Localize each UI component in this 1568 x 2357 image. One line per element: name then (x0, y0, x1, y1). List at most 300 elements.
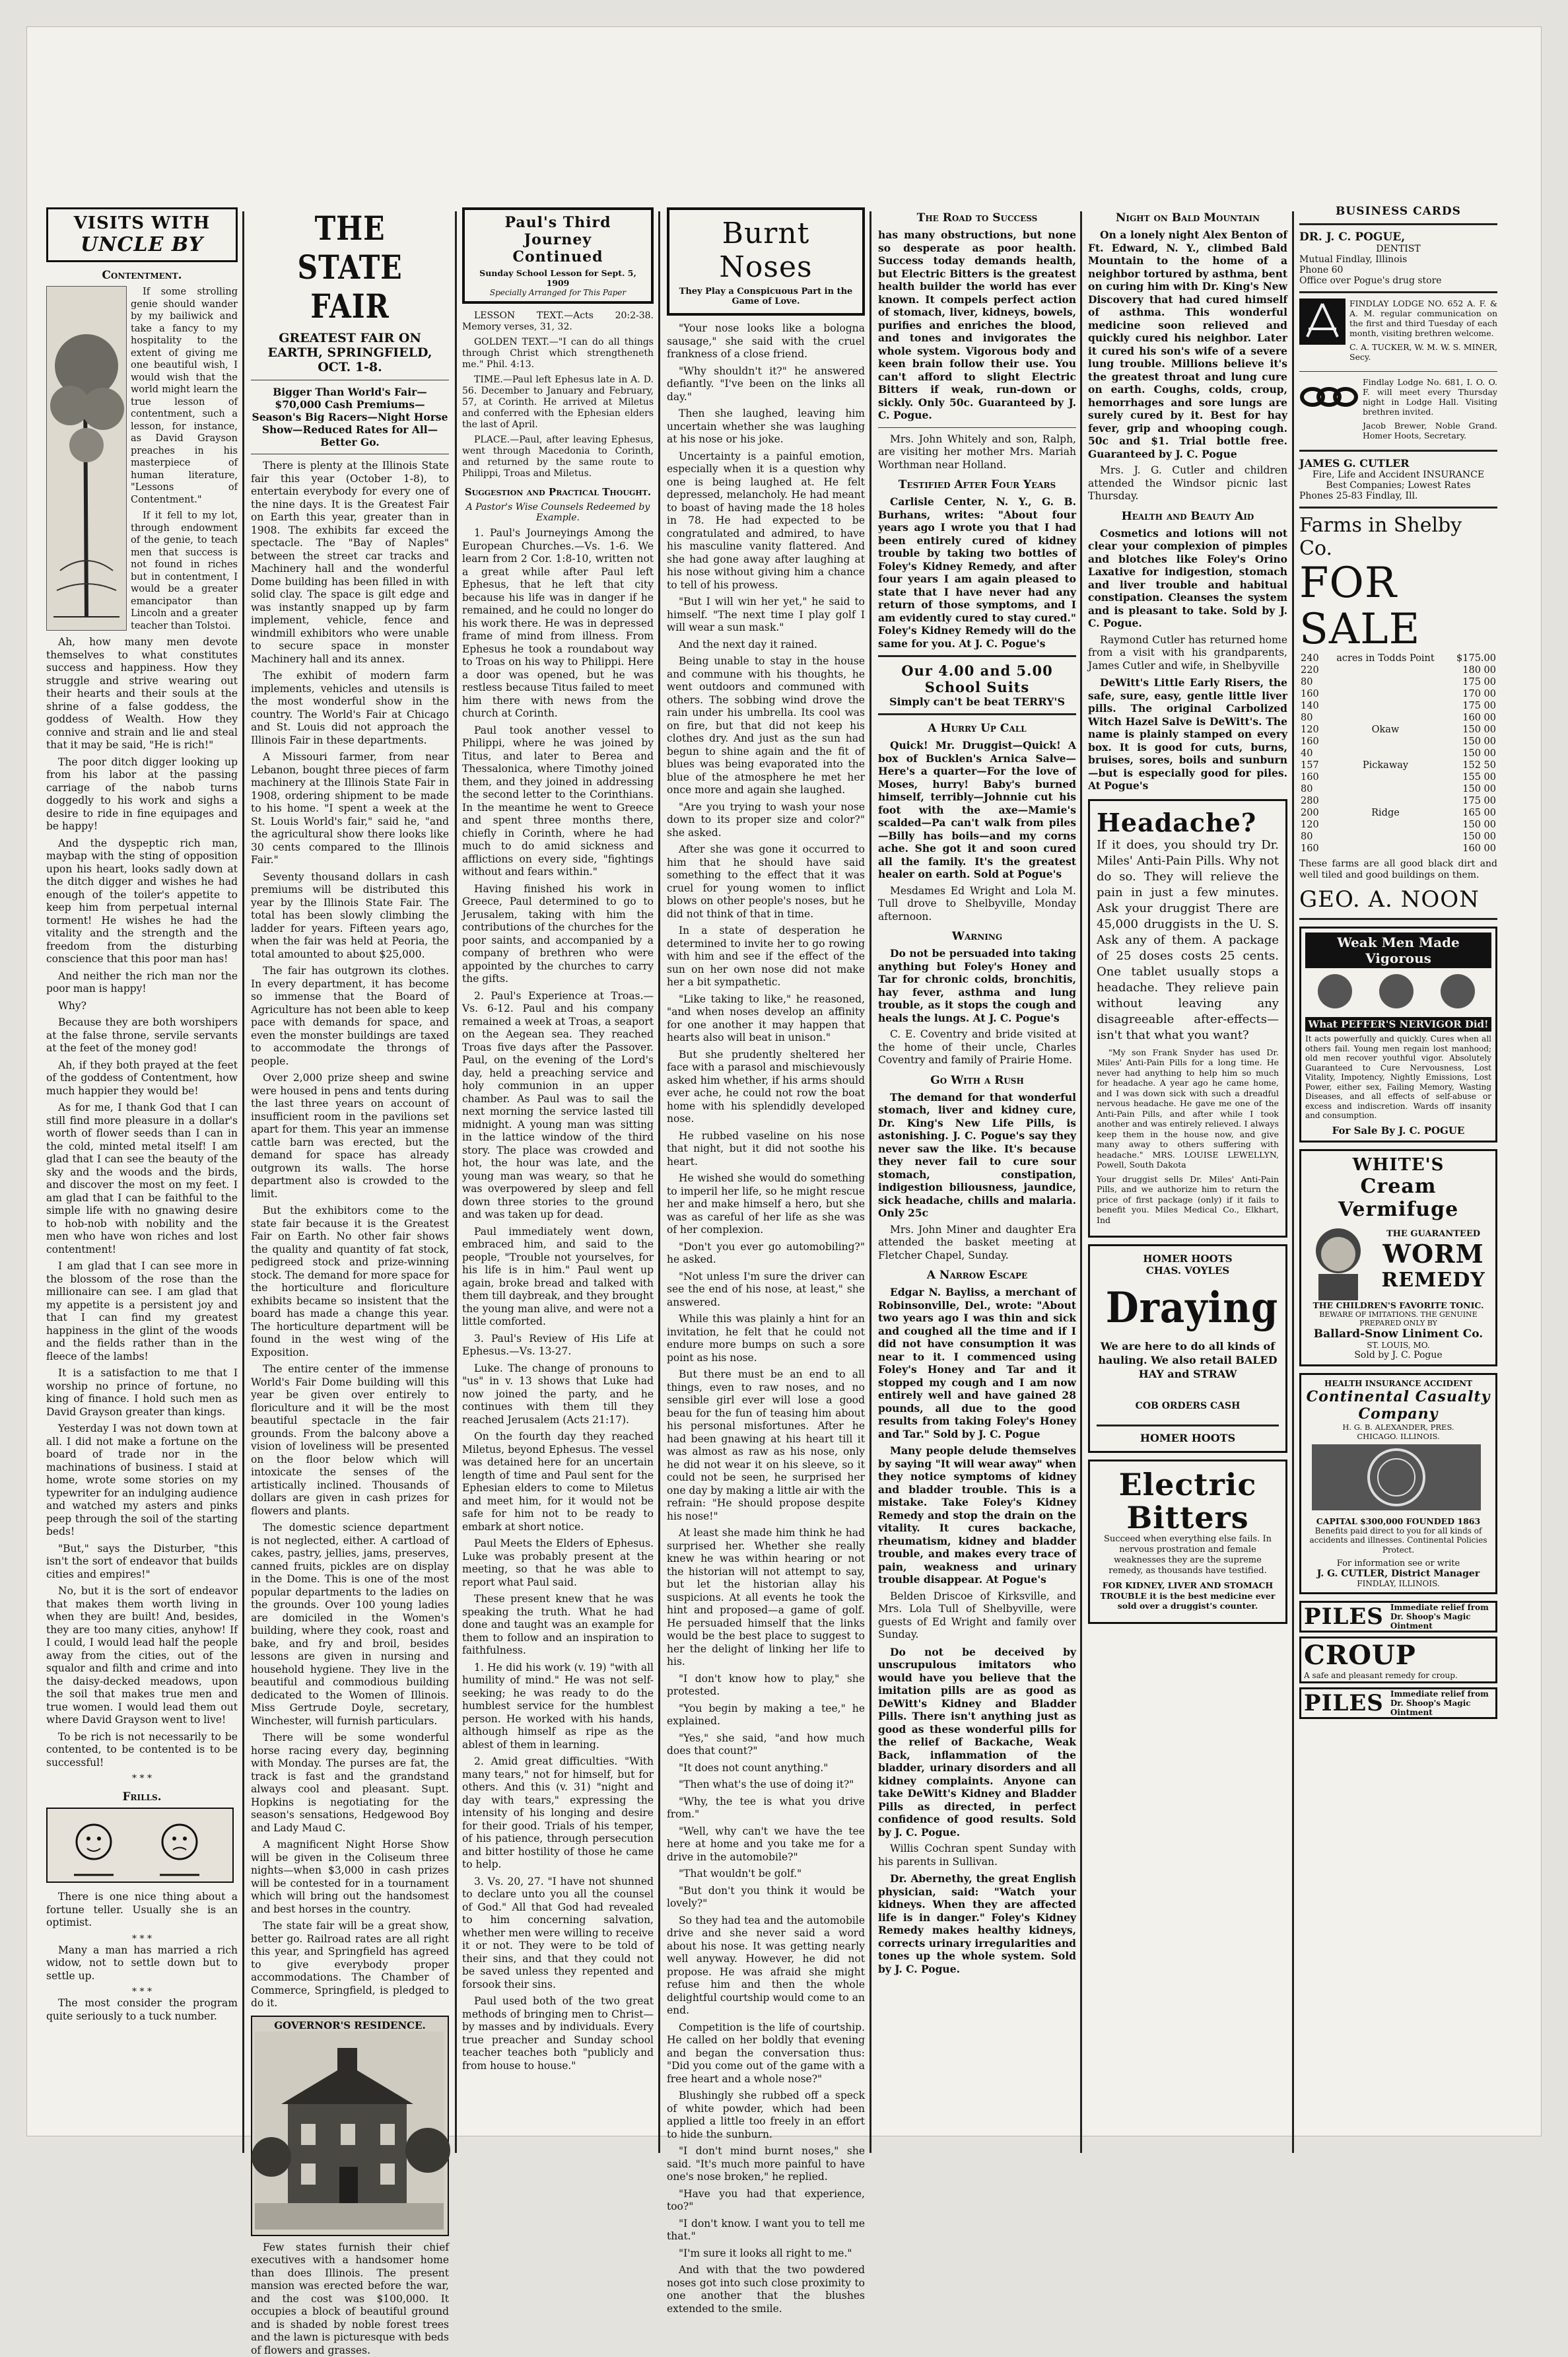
paragraph: If it fell to my lot, through endowment of the genie, to teach men that success is not found in riches but in contentment, I would be a greater emancipator than Lincoln and a greater teacher than Tolstoi. (131, 510, 238, 632)
column-rule (658, 211, 660, 2153)
paragraph: "Why, the tee is what you drive from." (667, 1796, 865, 1821)
paragraph: Do not be deceived by unscrupulous imitators who would have you believe that the imitation pills are as good as DeWitt's Kidney and Bladder Pills. There isn't anything just as good as these wonderful pills for the relief of Backache, Weak Back, inflammation of the bladder, urinary disorders and all kidney complaints. Anyone can take DeWitt's Kidney and Bladder Pills as directed, in perfect confidence of good results. Sold by J. C. Pogue. (878, 1646, 1076, 1839)
farm-desc (1324, 748, 1446, 759)
governors-residence-illustration (251, 2016, 449, 2236)
farm-desc (1324, 783, 1446, 795)
divider (1299, 223, 1497, 225)
lodge-text: FINDLAY LODGE NO. 652 A. F. & A. M. regular communication on the first and third Tuesday of each month, visiting brethren welcome. (1349, 299, 1497, 338)
for-sale-title: FOR SALE (1299, 560, 1497, 652)
farm-row (1299, 807, 1497, 819)
electric-bitters-title-2: Bitters (1097, 1501, 1279, 1534)
farm-acres: 120 (1299, 819, 1324, 831)
farm-price: 175 00 (1447, 795, 1497, 807)
insurance-info: For information see or write (1305, 1559, 1491, 1568)
paragraph: "I don't know how to play," she protested. (667, 1673, 865, 1699)
portraits-illustration (1305, 968, 1487, 1014)
continental-casualty-ad (1299, 1373, 1497, 1595)
burnt-noses-subtitle: They Play a Conspicuous Part in the Game of Love. (676, 287, 856, 306)
farm-desc (1324, 712, 1446, 724)
school-suits-sub: Simply can't be beat TERRY'S (878, 695, 1076, 708)
paragraph: While this was plainly a hint for an invitation, he felt that he could not endure more bumps on such a sore point as his nose. (667, 1313, 865, 1364)
farm-acres: 160 (1299, 736, 1324, 748)
worm-beware: BEWARE OF IMITATIONS. THE GENUINE PREPARED ONLY BY (1305, 1310, 1491, 1327)
paragraph: The state fair will be a great show, better go. Railroad rates are all right this year, and Springfield has agreed to give everybody proper accommodations. The Chamber of Commerce, Springfield, is pledged to do it. (251, 1920, 449, 2010)
uncle-by-masthead (46, 207, 238, 262)
vermifuge-title: Cream Vermifuge (1305, 1175, 1491, 1221)
paragraph: Blushingly she rubbed off a speck of white powder, which had been applied a little too freely in an effort to hide the sunburn. (667, 2090, 865, 2141)
paragraph: On a lonely night Alex Benton of Ft. Edward, N. Y., climbed Bald Mountain to the home of a neighbor tortured by asthma, bent on curing him with Dr. King's New Discovery that had cured himself of asthma. This wonderful medicine soon relieved and quickly cured his neighbor. Later it cured his son's wife of a severe lung trouble. Millions believe it's the greatest throat and lung cure on earth. Coughs, colds, croup, hemorrhages and sore lungs are surely cured by it. Best for hay fever, grip and whooping cough. 50c and $1. Trial bottle free. Guaranteed by J. C. Pogue (1088, 229, 1287, 460)
paragraph: 2. Paul's Experience at Troas.—Vs. 6-12. Paul and his company remained a week at Troas, a seaport on the Aegean sea. They reached Troas five days after the Passover. Paul, on the evening of the Lord's day, held a preaching service and holy communion in an upper chamber. As Paul was to sail the next morning the service lasted till midnight. A young man was sitting in the lattice window of the third story. The place was crowded and hot, the hour was late, and the young man was weary, so that he was overpowered by sleep and fell down three stories to the ground and was taken up for dead. (462, 990, 654, 1222)
paragraph: Edgar N. Bayliss, a merchant of Robinsonville, Del., wrote: "About two years ago I was thin and sick and coughed all the time and if I did not have consumption it was near to it. I commenced using Foley's Honey and Tar and it stopped my cough and I am now entirely well and have gained 28 pounds, all due to the good results from taking Foley's Honey and Tar." Sold by J. C. Pogue (878, 1286, 1076, 1440)
masthead-line-2: UNCLE BY (53, 233, 230, 256)
paragraph: In a state of desperation he determined to invite her to go rowing with him and see if the effect of the sun on her own nose did not make her a bit sympathetic. (667, 925, 865, 989)
farm-desc (1324, 831, 1446, 843)
peffer-text: It acts powerfully and quickly. Cures when all others fail. Young men regain lost manhood; old men recover youthful vigor. Absolutely Guaranteed to Cure Nervousness, Lost Vitality, Impotency, Nightly Emissions, Lost Power, either sex, Failing Memory, Wasting Diseases, and all effects of self-abuse or excess and indiscretion. Wards off insanity and consumption. (1305, 1034, 1491, 1121)
square-compass-icon (1299, 299, 1346, 345)
paragraph: "Are you trying to wash your nose down to its proper size and color?" she asked. (667, 801, 865, 840)
weak-men-title: Weak Men Made Vigorous (1305, 932, 1491, 968)
paragraph: Many people delude themselves by saying "It will wear away" when they notice symptoms of kidney and bladder trouble. This is a mistake. Take Foley's Kidney Remedy and stop the drain on the vitality. It cures backache, rheumatism, kidney and bladder trouble, and makes every trace of pain, weakness and urinary trouble disappear. At Pogue's (878, 1444, 1076, 1586)
headache-ad (1088, 799, 1287, 1238)
column-rule (455, 211, 457, 2153)
paragraph: 2. Amid great difficulties. "With many tears," not for himself, but for others. And this (v. 31) "night and day with tears," expressing the intensity of his longing and desire for their good. Trials of his temper, of his patience, through persecution and bitter hostility of those he came to help. (462, 1755, 654, 1872)
farm-acres: 280 (1299, 795, 1324, 807)
divider (1299, 371, 1497, 372)
divider (1299, 291, 1497, 293)
section-heading: Suggestion and Practical Thought. (462, 486, 654, 498)
item-title: Warning (878, 930, 1076, 943)
state-fair-deck: Bigger Than World's Fair—$70,000 Cash Premiums—Season's Big Racers—Night Horse Show—Reduced Rates for All—Better Go. (251, 386, 449, 448)
paragraph: Paul took another vessel to Philippi, where he was joined by Titus, and later to Berea and Thessalonica, where Timothy joined them, and they joined in addressing the second letter to the Corinthians. In the meantime he went to Greece and spent three months there, chiefly in Corinth, where he had much to do amid sickness and afflictions on every side, "fightings without and fears within." (462, 724, 654, 879)
paragraph: "Your nose looks like a bologna sausage," she said with the cruel frankness of a close friend. (667, 322, 865, 361)
peffer-title: What PEFFER'S NERVIGOR Did! (1305, 1017, 1491, 1032)
farm-price: 160 00 (1447, 843, 1497, 855)
frill-item: The most consider the program quite seriously to a tuck number. (46, 1997, 238, 2023)
item-title: Health and Beauty Aid (1088, 510, 1287, 523)
paragraph: On the fourth day they reached Miletus, beyond Ephesus. The vessel was detained here for an uncertain length of time and Paul sent for the Ephesian elders to come to Miletus and meet him, for it would not be safe for him not to be ready to embark at short notice. (462, 1430, 654, 1533)
farm-row (1299, 759, 1497, 771)
divider (1299, 450, 1497, 452)
worm-remedy-ad (1299, 1149, 1497, 1366)
farms-note: These farms are all good black dirt and well tiled and good buildings on them. (1299, 859, 1497, 881)
farm-desc (1324, 736, 1446, 748)
farm-desc (1324, 676, 1446, 688)
farms-table (1299, 652, 1497, 855)
farm-price: 160 00 (1447, 712, 1497, 724)
paragraph: Few states furnish their chief executives with a handsomer home than does Illinois. The present mansion was erected before the war, and the cost was $100,000. It occupies a block of beautiful ground and is shaded by noble forest trees and the lawn is picturesque with beds of flowers and grasses. (251, 2241, 449, 2357)
paragraph: The entire center of the immense World's Fair Dome building will this year be given over entirely to floriculture and it will be the most beautiful spectacle in the fair grounds. From the balcony above a vision of loveliness will be presented on the floor below which will intoxicate the senses of the artistically inclined. Thousands of dollars are given in cash prizes for flowers and plants. (251, 1363, 449, 1518)
local-note: Raymond Cutler has returned home from a visit with his grandparents, James Cutler and wife, in Shelbyville (1088, 634, 1287, 673)
farm-acres: 240 (1299, 652, 1324, 664)
piles-text: Immediate relief from Dr. Shoop's Magic Ointment (1390, 1603, 1495, 1631)
insurance-agent: J. G. CUTLER, District Manager (1305, 1568, 1491, 1579)
paragraph: Paul used both of the two great methods of bringing men to Christ—by masses and by individuals. Every true preacher and Sunday school teacher teaches both "publicly and from house to house." (462, 1995, 654, 2072)
paragraph: "Well, why can't we have the tee here at home and you take me for a drive in the automobile?" (667, 1825, 865, 1864)
paragraph: Paul immediately went down, embraced him, and said to the people, "Trouble not yourselves, for his life is in him." Paul went up again, broke bread and talked with them till daybreak, and they brought the young man alive, and were not a little comforted. (462, 1226, 654, 1329)
paragraph: Why? (46, 1000, 238, 1013)
paragraph: "You begin by making a tee," he explained. (667, 1703, 865, 1728)
farm-desc: acres in Todds Point (1324, 652, 1446, 664)
farm-price: 155 00 (1447, 771, 1497, 783)
paragraph: "I don't know. I want you to tell me that." (667, 2218, 865, 2243)
farm-acres: 40 (1299, 748, 1324, 759)
paragraph: I am glad that I can see more in the blossom of the rose than the millionaire can see. I am glad that my appetite is a persistent joy and that I can find my greatest happiness in the glint of the woods and the fields rather than in the fleece of the lambs! (46, 1260, 238, 1363)
lodge-text: Findlay Lodge No. 681, I. O. O. F. will meet every Thursday night in Lodge Hall. Visiting brethren invited. (1363, 377, 1497, 417)
paragraph: But there must be an end to all things, even to raw noses, and no sensible girl ever will lose a good beau for the fun of teasing him about his personal misfortunes. After he had been gnawing at his heart till it was almost as raw as his nose, only he did not wear it on his sleeve, so it could not be seen, he surprised her one day by making a little air with the refrain: "He should propose despite his nose!" (667, 1368, 865, 1523)
farm-price: 180 00 (1447, 664, 1497, 676)
farm-price: 175 00 (1447, 676, 1497, 688)
lodge-officers: C. A. TUCKER, W. M. W. S. MINER, Secy. (1349, 342, 1497, 362)
divider (1097, 1425, 1279, 1426)
paragraph: Having finished his work in Greece, Paul determined to go to Jerusalem, taking with him the contributions of the churches for the poor saints, and accompanied by a company of brethren who were appointed by the churches to carry the gifts. (462, 883, 654, 986)
section-title: Contentment. (46, 269, 238, 282)
dray-name: HOMER HOOTS (1097, 1253, 1279, 1265)
farm-row (1299, 843, 1497, 855)
draying-ad (1088, 1244, 1287, 1453)
divider (1299, 507, 1497, 509)
local-note: C. E. Coventry and bride visited at the home of their uncle, Charles Coventry and family of Prairie Home. (878, 1028, 1076, 1067)
paragraph: At least she made him think he had surprised her. Whether she really knew he was within hearing or not the historian will not attempt to say, but let the historian allay his suspicions. At all events he took the hint and proposed—a game of golf. He persuaded himself that the links would be the best place to suggest to her the delight of linking her life to his. (667, 1527, 865, 1669)
local-note: Mesdames Ed Wright and Lola M. Tull drove to Shelbyville, Monday afternoon. (878, 885, 1076, 924)
paragraph: "Like taking to like," he reasoned, "and when noses develop an affinity for one another it may happen that hearts also will beat in unison." (667, 993, 865, 1045)
electric-bitters-title: Electric (1097, 1468, 1279, 1501)
farms-title: Farms in Shelby Co. (1299, 514, 1497, 560)
column-rule (1080, 211, 1082, 2153)
paragraph: "I don't mind burnt noses," she said. "It's much more painful to have one's nose broken," he replied. (667, 2145, 865, 2184)
paragraph: "Have you had that experience, too?" (667, 2188, 865, 2214)
divider (1299, 918, 1497, 920)
paragraph: There will be some wonderful horse racing every day, beginning with Monday. The purses are fat, the track is fast and the grandstand always cool and pleasant. Supt. Hopkins is negotiating for the season's sensations, Hedgewood Boy and Lady Maud C. (251, 1732, 449, 1835)
farm-acres: 80 (1299, 831, 1324, 843)
local-note: Belden Driscoe of Kirksville, and Mrs. Lola Tull of Shelbyville, were guests of Ed Wright and family over Sunday. (878, 1590, 1076, 1642)
paragraph: Uncertainty is a painful emotion, especially when it is a question why one is being laughed at. He felt depressed, melancholy. He had meant to boast of having made the 18 holes in 78. He had expected to be congratulated and admired, to have his masculine vanity flattered. And she had gone away after laughing at his nose without giving him a chance to tell of his prowess. (667, 450, 865, 592)
farm-row (1299, 783, 1497, 795)
farm-row (1299, 736, 1497, 748)
insurance-founded: CAPITAL $300,000 FOUNDED 1863 (1305, 1516, 1491, 1526)
cutler-line: Phones 25-83 Findlay, Ill. (1299, 491, 1497, 501)
paragraph: Then she laughed, leaving him uncertain whether she was laughing at his nose or his joke. (667, 407, 865, 446)
noon-signature: GEO. A. NOON (1299, 886, 1497, 913)
column-1 (46, 205, 238, 2150)
paragraph: To be rich is not necessarily to be contented, to be contented is to be successful! (46, 1731, 238, 1770)
croup-title: CROUP (1304, 1640, 1493, 1671)
burnt-noses-heading-box (667, 207, 865, 316)
three-links-icon (1299, 377, 1359, 417)
paragraph: And with that the two powdered noses got into such close proximity to one another that the blushes extended to the smile. (667, 2264, 865, 2315)
intro-block (46, 286, 238, 636)
paragraph: And the dyspeptic rich man, maybap with the sting of opposition upon his heart, looks sadly down at the ditch digger and wishes he had enough of the toiler's appetite to keep him from perpetual internal torment! He wishes he had the vitality and the strength and the freedom from the disturbing conscience that this poor man has! (46, 837, 238, 966)
farm-desc (1324, 843, 1446, 855)
lodge-officers: Jacob Brewer, Noble Grand. Homer Hoots, Secretary. (1363, 421, 1497, 440)
paragraph: If some strolling genie should wander by my bailiwick and take a fancy to my hospitality to the extent of giving me one beautiful wish, I would wish that the world might learn the true lesson of contentment, such a lesson, for instance, as David Grayson preaches in his masterpiece of human literature, "Lessons of Contentment." (131, 286, 238, 506)
farm-acres: 157 (1299, 759, 1324, 771)
headache-title: Headache? (1097, 808, 1279, 837)
piles-text: Immediate relief from Dr. Shoop's Magic Ointment (1390, 1689, 1495, 1717)
insurance-agent-city: FINDLAY, ILLINOIS. (1305, 1579, 1491, 1588)
draying-text: We are here to do all kinds of hauling. We also retail BALED HAY and STRAW (1097, 1339, 1279, 1381)
paragraph: No, but it is the sort of endeavor that makes them worth living in when they are built! And, besides, they are too many cities, anyhow! If I could, I would lead half the people away from the cities, out of the squalor and filth and crime and into the daisy-decked meadows, upon the soil that makes true men and true women. I would lead them out where David Grayson went to live! (46, 1585, 238, 1727)
insurance-company: Continental Casualty Company (1305, 1388, 1491, 1423)
worm-city: ST. LOUIS, MO. (1305, 1341, 1491, 1350)
paragraph: So they had tea and the automobile drive and she never said a word about his nose. It was getting nearly well anyway. However, he did not propose. He was afraid she might refuse him and then the whole delightful courtship would come to an end. (667, 1915, 865, 2018)
item-title: A Hurry Up Call (878, 722, 1076, 735)
draying-footer: HOMER HOOTS (1097, 1432, 1279, 1444)
cutler-name: JAMES G. CUTLER (1299, 457, 1497, 470)
lesson-meta: LESSON TEXT.—Acts 20:2-38. Memory verses, 31, 32. (462, 310, 654, 333)
paragraph: And neither the rich man nor the poor man is happy! (46, 970, 238, 996)
dentist-line: Mutual Findlay, Illinois (1299, 254, 1497, 265)
paragraph: "Not unless I'm sure the driver can see the end of his nose, at least," she answered. (667, 1271, 865, 1310)
paragraph: "But don't you think it would be lovely?" (667, 1885, 865, 1911)
item-title: Night on Bald Mountain (1088, 211, 1287, 225)
piles-title: PILES (1301, 1603, 1386, 1630)
masthead-line-1: VISITS WITH (53, 213, 230, 233)
electric-bitters-ad (1088, 1460, 1287, 1624)
farm-acres: 160 (1299, 771, 1324, 783)
farm-acres: 200 (1299, 807, 1324, 819)
column-6 (1088, 205, 1287, 2150)
illustration-title: GOVERNOR'S RESIDENCE. (255, 2020, 445, 2031)
paragraph: But she prudently sheltered her face with a parasol and mischievously asked him whether, if his arms should ever ache, he could not row the boat home with his splendidly developed nose. (667, 1049, 865, 1126)
lesson-heading-box (462, 207, 654, 304)
farm-row (1299, 652, 1497, 664)
farm-desc (1324, 664, 1446, 676)
frill-item: There is one nice thing about a fortune teller. Usually she is an optimist. (46, 1891, 238, 1930)
paragraph: "Yes," she said, "and how much does that count?" (667, 1732, 865, 1758)
paragraph: And the next day it rained. (667, 639, 865, 652)
paragraph: Cosmetics and lotions will not clear your complexion of pimples and blotches like Foley's Orino Laxative for indigestion, stomach and liver trouble and habitual constipation. Cleanses the system and is pleasant to take. Sold by J. C. Pogue. (1088, 527, 1287, 630)
dentist-title: DENTIST (1299, 244, 1497, 254)
farm-acres: 160 (1299, 688, 1324, 700)
divider (878, 655, 1076, 657)
paragraph: As for me, I thank God that I can still find more pleasure in a dollar's worth of flower seeds than I can in the cold, minted metal itself! I am glad that I can see the beauty of the sky and the woods and the birds, and discover the most on my feet. I am glad that I can be faithful to the simple life with no gnawing desire to hob-nob with nobility and the men who have won riches and lost contentment! (46, 1102, 238, 1256)
divider (878, 713, 1076, 715)
school-suits-ad: Our 4.00 and 5.00 School Suits (878, 662, 1076, 695)
farm-price: 170 00 (1447, 688, 1497, 700)
farm-row (1299, 748, 1497, 759)
peffer-footer: For Sale By J. C. POGUE (1305, 1125, 1491, 1137)
lesson-credit: Specially Arranged for This Paper (470, 288, 646, 297)
burnt-noses-title: Burnt Noses (676, 217, 856, 284)
paragraph: Over 2,000 prize sheep and swine were housed in pens and tents during the last three years on account of insufficient room in the pavilions set apart for them. This year an immense cattle barn was erected, but the demand for space has already outgrown its walls. The horse department also is crowded to the limit. (251, 1072, 449, 1201)
odd-fellows-card (1299, 377, 1497, 444)
farm-desc: Pickaway (1324, 759, 1446, 771)
farm-acres: 80 (1299, 712, 1324, 724)
insurance-president: H. G. B. ALEXANDER, PRES. (1305, 1423, 1491, 1432)
farm-price: 175 00 (1447, 700, 1497, 712)
lesson-subtitle: Sunday School Lesson for Sept. 5, 1909 (470, 268, 646, 288)
farm-acres: 80 (1299, 676, 1324, 688)
paragraph: "I'm sure it looks all right to me." (667, 2247, 865, 2261)
column-rule (869, 211, 871, 2153)
dentist-name: DR. J. C. POGUE, (1299, 230, 1497, 244)
farm-row (1299, 795, 1497, 807)
paragraph: Carlisle Center, N. Y., G. B. Burhans, writes: "About four years ago I wrote you that I had been entirely cured of kidney trouble by taking two bottles of Foley's Kidney Remedy, and after four years I am again pleased to state that I have never had any return of those symptoms, and I am evidently cured to stay cured." Foley's Kidney Remedy will do the same for you. At J. C. Pogue's (878, 495, 1076, 650)
insurance-seal (1305, 1441, 1487, 1514)
local-note: Willis Cochran spent Sunday with his parents in Sullivan. (878, 1843, 1076, 1868)
child-portrait (1305, 1221, 1371, 1300)
column-2 (251, 205, 449, 2150)
frills-title: Frills. (46, 1790, 238, 1804)
paragraph: The fair has outgrown its clothes. In every department, it has become so immense that the Board of Agriculture has not been able to keep pace with demands for space, and even the monster buildings are taxed to accommodate the throngs of people. (251, 965, 449, 1068)
cutler-line: Best Companies; Lowest Rates (1299, 480, 1497, 491)
farm-acres: 160 (1299, 843, 1324, 855)
tree-illustration (46, 286, 127, 631)
paragraph: "It does not count anything." (667, 1762, 865, 1775)
insurance-city: CHICAGO. ILLINOIS. (1305, 1432, 1491, 1441)
whites-title: WHITE'S (1305, 1155, 1491, 1175)
paragraph: "Don't you ever go automobiling?" he asked. (667, 1241, 865, 1267)
state-fair-subtitle: GREATEST FAIR ON EARTH, SPRINGFIELD, OCT. 1-8. (251, 331, 449, 374)
insurance-text: Benefits paid direct to you for all kinds of accidents and illnesses. Continental Policies Protect. (1305, 1526, 1491, 1555)
farm-row (1299, 724, 1497, 736)
farm-price: 165 00 (1447, 807, 1497, 819)
farm-price: 150 00 (1447, 831, 1497, 843)
item-title: Testified After Four Years (878, 478, 1076, 491)
column-5 (878, 205, 1076, 2150)
separator-stars: * * * (46, 1773, 238, 1784)
paragraph: 1. He did his work (v. 19) "with all humility of mind." He was not self-seeking; he was ready to do the humblest service for the humblest person. He worked with his hands, although himself as ripe as the ablest of them in learning. (462, 1662, 654, 1752)
worm-tonic: THE CHILDREN'S FAVORITE TONIC. (1305, 1300, 1491, 1310)
insurance-title: HEALTH INSURANCE ACCIDENT (1305, 1379, 1491, 1388)
paragraph: Quick! Mr. Druggist—Quick! A box of Bucklen's Arnica Salve—Here's a quarter—For the love of Moses, hurry! Baby's burned himself, terribly—Johnnie cut his foot with the axe—Mamie's scalded—Pa can't walk from piles—Billy has boils—and my corns ache. She got it and soon cured all the family. It's the greatest healer on earth. Sold at Pogue's (878, 739, 1076, 881)
paragraph: Luke. The change of pronouns to "us" in v. 13 shows that Luke had now joined the party, and he continues with them till they reached Jerusalem (Acts 21:17). (462, 1362, 654, 1427)
worm-sold: Sold by J. C. Pogue (1305, 1350, 1491, 1360)
piles-title: PILES (1301, 1690, 1386, 1716)
paragraph: The poor ditch digger looking up from his labor at the passing carriage of the nabob turns doggedly to his work and sighs a desire to ride in fine equipages and be happy! (46, 756, 238, 833)
cutler-line: Fire, Life and Accident INSURANCE (1299, 470, 1497, 480)
farm-price: 150 00 (1447, 736, 1497, 748)
separator-stars: * * * (46, 1987, 238, 1997)
draying-title: Draying (1106, 1283, 1270, 1333)
divider (878, 427, 1076, 428)
paragraph: There is plenty at the Illinois State fair this year (October 1-8), to entertain everybody for every one of the nine days. It is the Greatest Fair on Earth this year, greater than in 1908. The exhibits far exceed the spectacle. The "Bay of Naples" between the street car tracks and Machinery hall and the wonderful Dome building has been filled in with solid clay. The space is gilt edge and was instantly snapped up by farm implement, vehicle, fence and windmill exhibitors who were unable to secure space in monster Machinery hall and its annex. (251, 460, 449, 666)
farm-price: 152 50 (1447, 759, 1497, 771)
item-title: Go With a Rush (878, 1074, 1076, 1087)
paragraph: "Why shouldn't it?" he answered defiantly. "I've been on the links all day." (667, 365, 865, 404)
local-note: Mrs. John Whitely and son, Ralph, are visiting her mother Mrs. Mariah Worthman near Holland. (878, 433, 1076, 472)
worm-line: THE GUARANTEED (1375, 1229, 1491, 1239)
paragraph: A magnificent Night Horse Show will be given in the Coliseum three nights—when $3,000 in cash prizes will be contested for in a tournament which will bring out the handsomest and best horses in the country. (251, 1839, 449, 1916)
column-rule (242, 211, 244, 2153)
farm-price: 150 00 (1447, 748, 1497, 759)
farm-row (1299, 676, 1497, 688)
column-rule (1292, 211, 1294, 2153)
paragraph: After she was gone it occurred to him that he should have said something to the effect that it was cruel for young women to inflict blows on other people's noses, but he did not think of that in time. (667, 843, 865, 921)
electric-bitters-text: Succeed when everything else fails. In nervous prostration and female weaknesses they are the supreme remedy, as thousands have testified. (1097, 1534, 1279, 1576)
lesson-meta: TIME.—Paul left Ephesus late in A. D. 56. December to January and February, 57, at Corinth. He arrived at Miletus and conferred with the Ephesian elders the last of April. (462, 374, 654, 431)
paragraph: 3. Paul's Review of His Life at Ephesus.—Vs. 13-27. (462, 1333, 654, 1358)
piles-ad (1299, 1687, 1497, 1719)
dentist-phone: Phone 60 (1299, 265, 1497, 275)
paragraph: The domestic science department is not neglected, either. A cartload of cakes, pastry, jellies, jams, preserves, canned fruits, pickles are on display in the Dome. This is one of the most popular departments to the ladies on the grounds. Over 100 young ladies are domiciled in the Women's building, where they cook, roast and bake, and fry and broil, besides lessons are given in nursing and household hygiene. They live in the beautiful and commodious building dedicated to the Women of Illinois. Miss Gertrude Doyle, secretary, Winchester, will furnish particulars. (251, 1522, 449, 1728)
local-note: Mrs. J. G. Cutler and children attended the Windsor picnic last Thursday. (1088, 464, 1287, 503)
farm-desc (1324, 795, 1446, 807)
farm-row (1299, 831, 1497, 843)
separator-stars: * * * (46, 1934, 238, 1944)
paragraph: Because they are both worshipers at the false throne, servile servants at the feet of the money god! (46, 1016, 238, 1055)
paragraph: "But I will win her yet," he said to himself. "The next time I play golf I will wear a sun mask." (667, 596, 865, 635)
farm-row (1299, 688, 1497, 700)
farm-price: $175.00 (1447, 652, 1497, 664)
paragraph: Paul Meets the Elders of Ephesus. Luke was probably present at the meeting, so that he was able to report what Paul said. (462, 1537, 654, 1589)
state-fair-title: THE STATE FAIR (266, 209, 434, 326)
farm-row (1299, 700, 1497, 712)
paragraph: "But," says the Disturber, "this isn't the sort of endeavor that builds cities and empires!" (46, 1543, 238, 1582)
electric-bitters-text-2: FOR KIDNEY, LIVER AND STOMACH TROUBLE it is the best medicine ever sold over a druggist's counter. (1097, 1580, 1279, 1611)
croup-ad (1299, 1636, 1497, 1683)
farm-desc (1324, 819, 1446, 831)
farm-acres: 140 (1299, 700, 1324, 712)
paragraph: 1. Paul's Journeyings Among the European Churches.—Vs. 1-6. We learn from 2 Cor. 1:8-10, written not a great while after Paul left Ephesus, that he left that city because his life was in danger if he remained, and he could no longer do his work there. He was in depressed frame of mind from illness. From Ephesus he took a roundabout way to Troas on his way to Philippi. Here a door was opened, but he was restless because Titus failed to meet him there with news from the church at Corinth. (462, 527, 654, 721)
farm-price: 150 00 (1447, 783, 1497, 795)
paragraph: The exhibit of modern farm implements, vehicles and utensils is the most wonderful show in the country. The World's Fair at Chicago and St. Louis did not approach the Illinois Fair in these departments. (251, 670, 449, 747)
item-title: The Road to Success (878, 211, 1076, 225)
paragraph: It is a satisfaction to me that I worship no prince of fortune, no king of finance. I hold such men as David Grayson greater than kings. (46, 1367, 238, 1419)
paragraph: Do not be persuaded into taking anything but Foley's Honey and Tar for chronic colds, bronchitis, hay fever, asthma and lung trouble, as it stops the cough and heals the lungs. At J. C. Pogue's (878, 947, 1076, 1024)
paragraph: But the exhibitors come to the state fair because it is the Greatest Fair on Earth. No other fair shows the quality and quantity of fat stock, pedigreed stock and prize-winning stock. The demand for more space for the horticulture and floriculture exhibits became so insistent that the board has made a change this year. The horticulture department will be found in the west wing of the Exposition. (251, 1205, 449, 1359)
worm-line: REMEDY (1375, 1269, 1491, 1292)
dentist-office: Office over Pogue's drug store (1299, 275, 1497, 286)
mansion-drawing (255, 2031, 444, 2230)
paragraph: "Then what's the use of doing it?" (667, 1778, 865, 1792)
business-cards-header: BUSINESS CARDS (1299, 205, 1497, 218)
local-note: Mrs. John Miner and daughter Era attended the basket meeting at Fletcher Chapel, Sunday. (878, 1224, 1076, 1263)
paragraph: has many obstructions, but none so desperate as poor health. Success today demands health, but Electric Bitters is the greatest health builder the world has ever known. It compels perfect action of stomach, liver, kidneys, bowels, purifies and enriches the blood, and tones and invigorates the whole system. Vigorous body and keen brain follow their use. You can't afford to slight Electric Bitters if weak, run-down or sickly. Only 50c. Guaranteed by J. C. Pogue. (878, 229, 1076, 422)
farm-price: 150 00 (1447, 819, 1497, 831)
farm-row (1299, 771, 1497, 783)
paragraph: These present knew that he was speaking the truth. What he had done and taught was an example for them to follow and an inspiration to faithfulness. (462, 1593, 654, 1658)
farm-price: 150 00 (1447, 724, 1497, 736)
paragraph: Ah, how many men devote themselves to what constitutes success and happiness. How they struggle and strive wearing out their hearts and their souls at the shrine of a false goddess, the goddess of Wealth. How they connive and strain and lie and steal that it may be said, "He is rich!" (46, 636, 238, 752)
paragraph: Yesterday I was not down town at all. I did not make a fortune on the board of trade nor in the machinations of business. I staid at home, wrote some stories on my typewriter for an indulging audience and watched my asters and pinks peep through the soil of the starting beds! (46, 1423, 238, 1539)
headache-footer: Your druggist sells Dr. Miles' Anti-Pain Pills, and we authorize him to return the price of first package (only) if it fails to benefit you. Miles Medical Co., Elkhart, Ind (1097, 1174, 1279, 1226)
paragraph: A Missouri farmer, from near Lebanon, bought three pieces of farm machinery at the Illinois State Fair in 1908, ordering shipment to be made to his home. "I spent a week at the St. Louis World's fair," said he, "and the agricultural show there looks like 30 cents compared to the Illinois Fair." (251, 751, 449, 867)
frills-cartoon (46, 1808, 234, 1883)
farm-desc: Ridge (1324, 807, 1446, 819)
paragraph: Being unable to stay in the house and commune with his thoughts, he went outdoors and communed with others. The sobbing wind drove the rain under his umbrella. Its cool was on fire, but that did not keep his clothes dry. And just as the sun had begun to shine again and the fit of blues was being evaporated into the blue of the atmosphere he met her once more and again she laughed. (667, 655, 865, 797)
paragraph: The demand for that wonderful stomach, liver and kidney cure, Dr. King's New Life Pills, is astonishing. J. C. Pogue's say they never saw the like. It's because they never fail to cure sour stomach, constipation, indigestion biliousness, jaundice, sick headache, chills and malaria. Only 25c (878, 1091, 1076, 1220)
worm-maker: Ballard-Snow Liniment Co. (1305, 1327, 1491, 1341)
paragraph: DeWitt's Little Early Risers, the safe, sure, easy, gentle little liver pills. The original Carbolized Witch Hazel Salve is DeWitt's. The name is plainly stamped on every box. It is good for cuts, burns, bruises, sores, boils and sunburn—but is especially good for piles. At Pogue's (1088, 676, 1287, 792)
newspaper-page (26, 26, 1542, 2136)
lesson-title-2: Continued (470, 248, 646, 265)
peffer-ad (1299, 927, 1497, 1143)
column-4 (667, 205, 865, 2150)
farm-row (1299, 712, 1497, 724)
frill-item: Many a man has married a rich widow, not to settle down but to settle up. (46, 1944, 238, 1983)
lesson-meta: PLACE.—Paul, after leaving Ephesus, went through Macedonia to Corinth, and returned by the same route to Philippi, Troas and Miletus. (462, 435, 654, 479)
croup-text: A safe and pleasant remedy for croup. (1304, 1671, 1493, 1680)
masonic-lodge-card (1299, 299, 1497, 366)
farm-desc (1324, 700, 1446, 712)
farm-row (1299, 819, 1497, 831)
farm-row (1299, 664, 1497, 676)
farm-desc: Okaw (1324, 724, 1446, 736)
paragraph: "That wouldn't be golf." (667, 1868, 865, 1881)
lesson-meta: GOLDEN TEXT.—"I can do all things through Christ which strengtheneth me." Phil. 4:13. (462, 337, 654, 370)
paragraph: Ah, if they both prayed at the feet of the goddess of Contentment, how much happier they would be! (46, 1059, 238, 1098)
paragraph: Dr. Abernethy, the great English physician, said: "Watch your kidneys. When they are affected life is in danger." Foley's Kidney Remedy makes healthy kidneys, corrects urinary irregularities and tones up the whole system. Sold by J. C. Pogue. (878, 1872, 1076, 1975)
item-title: A Narrow Escape (878, 1269, 1076, 1282)
draying-cash: COB ORDERS CASH (1097, 1401, 1279, 1411)
dray-name: CHAS. VOYLES (1097, 1265, 1279, 1277)
column-7 (1299, 205, 1497, 2150)
column-3 (462, 205, 654, 2150)
headache-text: If it does, you should try Dr. Miles' Anti-Pain Pills. Why not do so. They will relieve the pain in just a few minutes. Ask your druggist There are 45,000 druggists in the U. S. Ask any of them. A package of 25 doses costs 25 cents. One tablet usually stops a headache. They relieve pain without leaving any disagreeable after-effects—isn't that what you want? (1097, 837, 1279, 1043)
farm-acres: 220 (1299, 664, 1324, 676)
paragraph: Seventy thousand dollars in cash premiums will be distributed this year by the Illinois State Fair. The total has been slowly climbing the ladder for years. Fifteen years ago, when the fair was held at Peoria, the total amounted to about $25,000. (251, 871, 449, 962)
